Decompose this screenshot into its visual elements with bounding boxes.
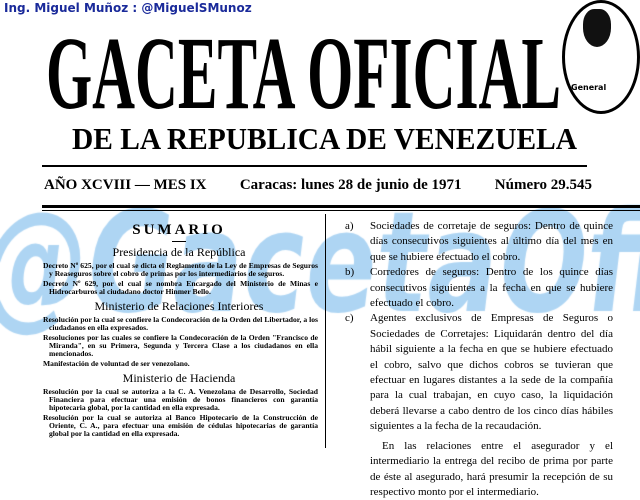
article-column	[345, 219, 613, 500]
divider	[42, 165, 587, 167]
summary-item: Resolución por la cual se autoriza al Banco Hipotecario de la Construcción de Oriente, C. A., para efectuar una emisión de cédulas hipotecarias de garantía global por la cantidad en ella expresada.	[43, 413, 318, 438]
item-label: c)	[345, 312, 354, 325]
list-item	[345, 219, 613, 265]
list-item	[345, 265, 613, 311]
item-text: Agentes exclusivos de Empresas de Seguros o Sociedades de Corretajes: Liquidarán dentro del día hábil siguiente a la fecha en que se hubiere efectuado el cobro, salvo que dichos cobros se tuvieran que efectuar en lugares distantes a la sede de la compañía para la cual trabajan, en cuyo caso, la liquidación deberá llevarse a cabo dentro de los cinco días hábiles siguientes a la fecha de la recaudación.	[370, 312, 613, 433]
column-divider	[325, 214, 326, 448]
masthead-title-text: GACETA OFICIAL	[46, 16, 561, 112]
issue-date: Caracas: lunes 28 de junio de 1971	[239, 177, 462, 193]
author-credit: Ing. Miguel Muñoz : @MiguelSMunoz	[4, 1, 252, 15]
masthead-title	[46, 12, 566, 112]
divider	[42, 210, 640, 211]
item-text: Corredores de seguros: Dentro de los quince días consecutivos siguientes a la fecha en que se hubiere efectuado el cobro.	[370, 266, 613, 310]
year-month: AÑO XCVIII — MES IX	[44, 177, 207, 193]
national-seal-icon	[562, 0, 640, 114]
item-text: Sociedades de corretaje de seguros: Dentro de quince días consecutivos siguientes al último día del mes en que se hubiere efectuado el cobro.	[370, 220, 613, 263]
list-item	[345, 311, 613, 434]
summary-item: Resolución por la cual se autoriza a la C. A. Venezolana de Desarrollo, Sociedad Financiera para efectuar una emisión de bonos financieros con garantía hipotecaria global, por la cantidad en ella expresada.	[43, 387, 318, 412]
item-label: a)	[345, 220, 354, 232]
issue-info-row	[44, 177, 592, 194]
summary-item: Resolución por la cual se confiere la Condecoración de la Orden del Libertador, a los ciudadanos en ella expresados.	[43, 315, 318, 332]
section-heading: Presidencia de la República	[112, 245, 246, 259]
seal-text: General	[571, 83, 607, 92]
sumario-title: SUMARIO	[132, 222, 226, 238]
section-heading: Ministerio de Hacienda	[122, 371, 236, 385]
divider	[172, 241, 186, 242]
masthead-subtitle-text: DE LA REPUBLICA DE VENEZUELA	[72, 121, 578, 156]
sumario-column	[40, 218, 318, 440]
coat-of-arms-icon	[583, 9, 611, 47]
summary-item: Resoluciones por las cuales se confiere la Condecoración de la Orden "Francisco de Miranda", en su Primera, Segunda y Tercera Clase a los ciudadanos en ella mencionados.	[43, 333, 318, 358]
section-heading: Ministerio de Relaciones Interiores	[94, 299, 264, 313]
item-label: b)	[345, 266, 355, 279]
issue-number: Número 29.545	[494, 177, 592, 193]
divider	[42, 205, 640, 208]
summary-item: Decreto Nº 629, por el cual se nombra Encargado del Ministerio de Minas e Hidrocarburos al ciudadano doctor Hinmer Bello.	[43, 279, 318, 296]
article-paragraph: En las relaciones entre el asegurador y el intermediario la entrega del recibo de prima por parte de éste al asegurado, hará presumir la recepción de su respectivo monto por el intermediario.	[370, 439, 613, 498]
summary-item: Manifestación de voluntad de ser venezolano.	[43, 359, 190, 368]
masthead-subtitle	[72, 116, 582, 156]
summary-item: Decreto Nº 625, por el cual se dicta el Reglamento de la Ley de Empresas de Seguros y Reaseguros sobre el cobro de primas por los intermediarios de seguros.	[43, 261, 318, 278]
